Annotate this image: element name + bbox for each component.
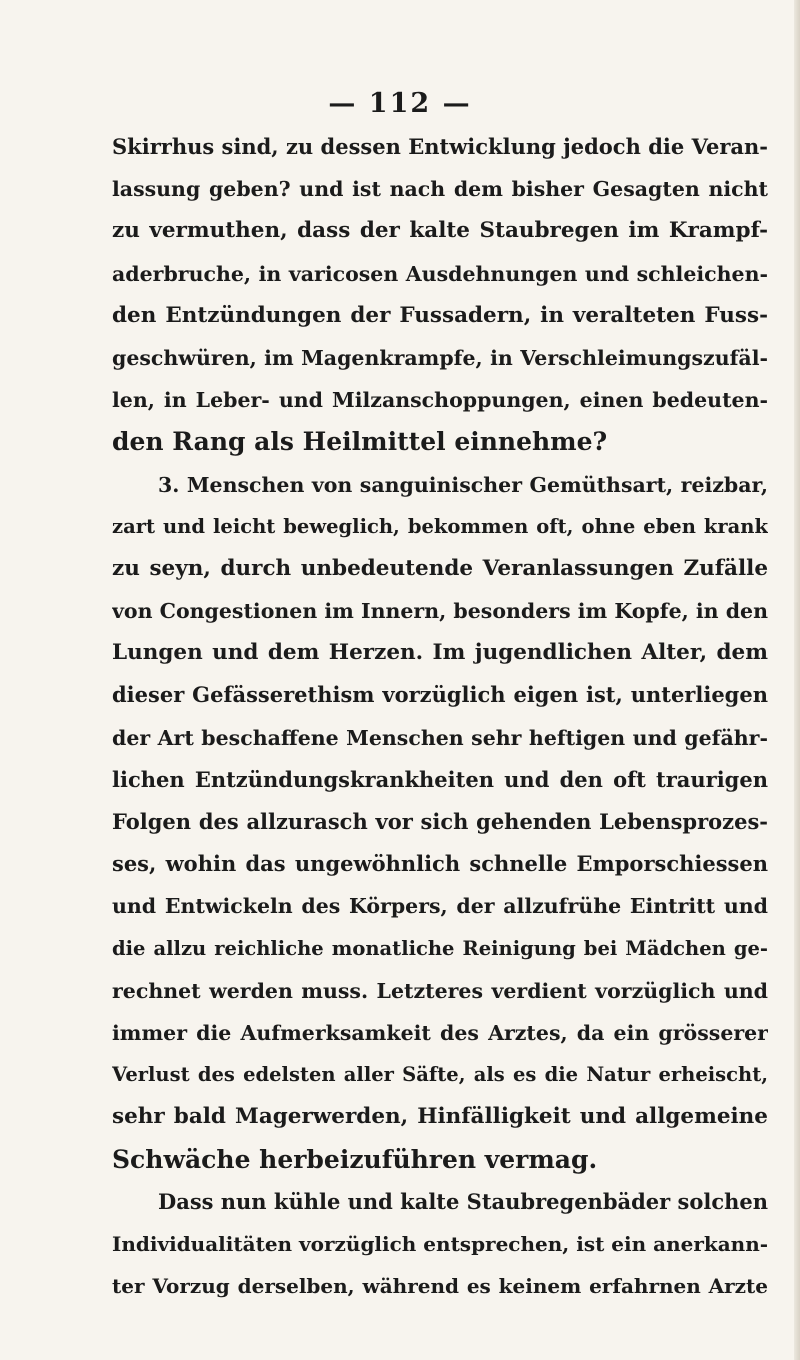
text-line: den Entzündungen der Fussadern, in veralteten Fuss- xyxy=(112,302,768,328)
text-line: Folgen des allzurasch vor sich gehenden Lebensprozes- xyxy=(112,809,768,834)
text-line: rechnet werden muss. Letzteres verdient vorzüglich und xyxy=(112,978,768,1003)
page-edge xyxy=(794,0,800,1360)
text-line: zu vermuthen, dass der kalte Staubregen im Krampf- xyxy=(112,218,768,244)
body-text xyxy=(112,126,768,1307)
text-line: Lungen und dem Herzen. Im jugendlichen Alter, dem xyxy=(112,640,768,666)
text-line: der Art beschaffene Menschen sehr heftigen und gefähr- xyxy=(112,725,768,750)
text-line: dieser Gefässerethism vorzüglich eigen ist, unterliegen xyxy=(112,682,768,708)
text-line: ter Vorzug derselben, während es keinem erfahrnen Arzte xyxy=(112,1274,768,1299)
text-line: immer die Aufmerksamkeit des Arztes, da ein grösserer xyxy=(112,1020,768,1045)
paragraph-start-line: Dass nun kühle und kalte Staubregenbäder solchen xyxy=(158,1188,768,1214)
text-line: den Rang als Heilmittel einnehme? xyxy=(112,427,608,457)
text-line: Individualitäten vorzüglich entsprechen, ist ein anerkann- xyxy=(112,1231,768,1256)
text-line: len, in Leber- und Milzanschoppungen, einen bedeuten- xyxy=(112,388,768,413)
text-line: aderbruche, in varicosen Ausdehnungen und schleichen- xyxy=(112,261,768,286)
page-number: — 112 — xyxy=(328,88,472,119)
text-line: sehr bald Magerwerden, Hinfälligkeit und allgemeine xyxy=(112,1104,768,1130)
text-line: lichen Entzündungskrankheiten und den oft traurigen xyxy=(112,766,768,792)
text-line: und Entwickeln des Körpers, der allzufrühe Eintritt und xyxy=(112,894,768,919)
text-line: geschwüren, im Magenkrampfe, in Verschleimungszufäl- xyxy=(112,345,768,370)
text-line: die allzu reichliche monatliche Reinigung bei Mädchen ge- xyxy=(112,936,768,960)
text-line: Verlust des edelsten aller Säfte, als es die Natur erheischt, xyxy=(112,1063,768,1087)
text-line: ses, wohin das ungewöhnlich schnelle Emporschiessen xyxy=(112,851,768,877)
text-line: lassung geben? und ist nach dem bisher Gesagten nicht xyxy=(112,177,768,202)
text-line: Skirrhus sind, zu dessen Entwicklung jedoch die Veran- xyxy=(112,134,768,159)
text-line: Schwäche herbeizuführen vermag. xyxy=(112,1144,598,1174)
text-line: zu seyn, durch unbedeutende Veranlassungen Zufälle xyxy=(112,555,768,581)
text-line: zart und leicht beweglich, bekommen oft, ohne eben krank xyxy=(112,514,768,538)
paragraph-start-line: 3. Menschen von sanguinischer Gemüthsart, reizbar, xyxy=(158,472,768,497)
text-line: von Congestionen im Innern, besonders im Kopfe, in den xyxy=(112,599,768,624)
